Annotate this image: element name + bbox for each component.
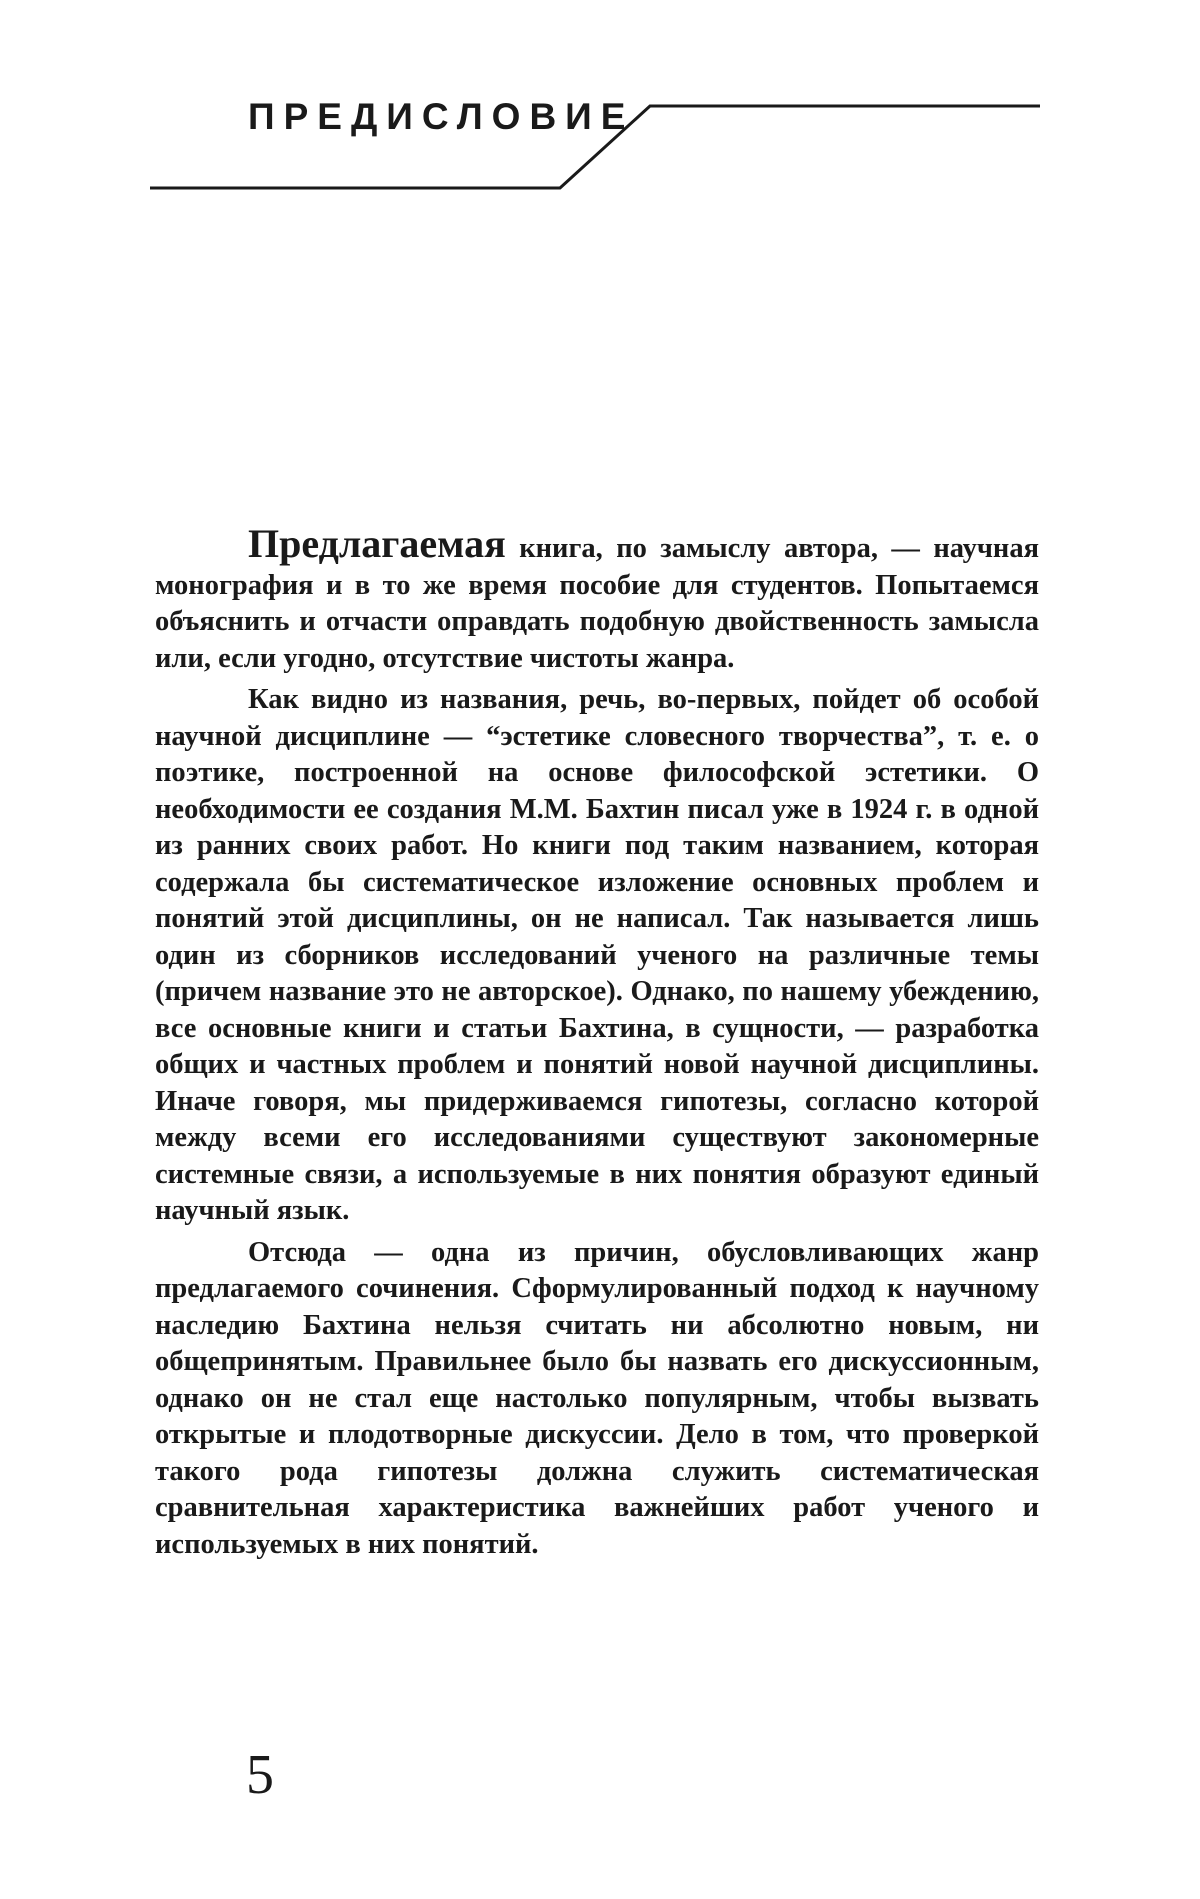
paragraph-2: Как видно из названия, речь, во-первых, пойдет об особой научной дисциплине — “эстетике словесного творчества”, т. е. о поэтике, построенной на основе философской эстетики. О необходимости ее создания М.М. Бахтин писал уже в 1924 г. в одной из ранних своих работ. Но книги под таким названием, которая содержала бы систематическое изложение основных проблем и понятий этой дисциплины, он не написал. Так называется лишь один из сборников исследований ученого на различные темы (причем название это не авторское). Однако, по нашему убеждению, все основные книги и статьи Бахтина, в сущности, — разработка общих и частных проблем и понятий новой научной дисциплины. Иначе говоря, мы придерживаемся гипотезы, согласно которой между всеми его исследованиями существуют закономерные системные связи, а используемые в них понятия образуют единый научный язык. [155, 684, 1039, 1226]
header-rule [0, 0, 1200, 200]
body-text [155, 521, 1039, 1568]
chapter-title: ПРЕДИСЛОВИЕ [248, 96, 635, 137]
paragraph-1 [155, 521, 1039, 677]
paragraph-3: Отсюда — одна из причин, обусловливающих жанр предлагаемого сочинения. Сформулированный подход к научному наследию Бахтина нельзя считать ни абсолютно новым, ни общепринятым. Правильнее было бы назвать его дискуссионным, однако он не стал еще настолько популярным, чтобы вызвать открытые и плодотворные дискуссии. Дело в том, что проверкой такого рода гипотезы должна служить систематическая сравнительная характеристика важнейших работ ученого и используемых в них понятий. [155, 1236, 1039, 1560]
paragraph-1-text: книга, по замыслу автора, — научная монография и в то же время пособие для студентов. Попытаемся объяснить и отчасти оправдать подобную двойственность замысла или, если угодно, отсутствие чистоты жанра. [155, 533, 1039, 674]
lead-word: Предлагаемая [248, 521, 506, 566]
page-number: 5 [246, 1744, 274, 1806]
